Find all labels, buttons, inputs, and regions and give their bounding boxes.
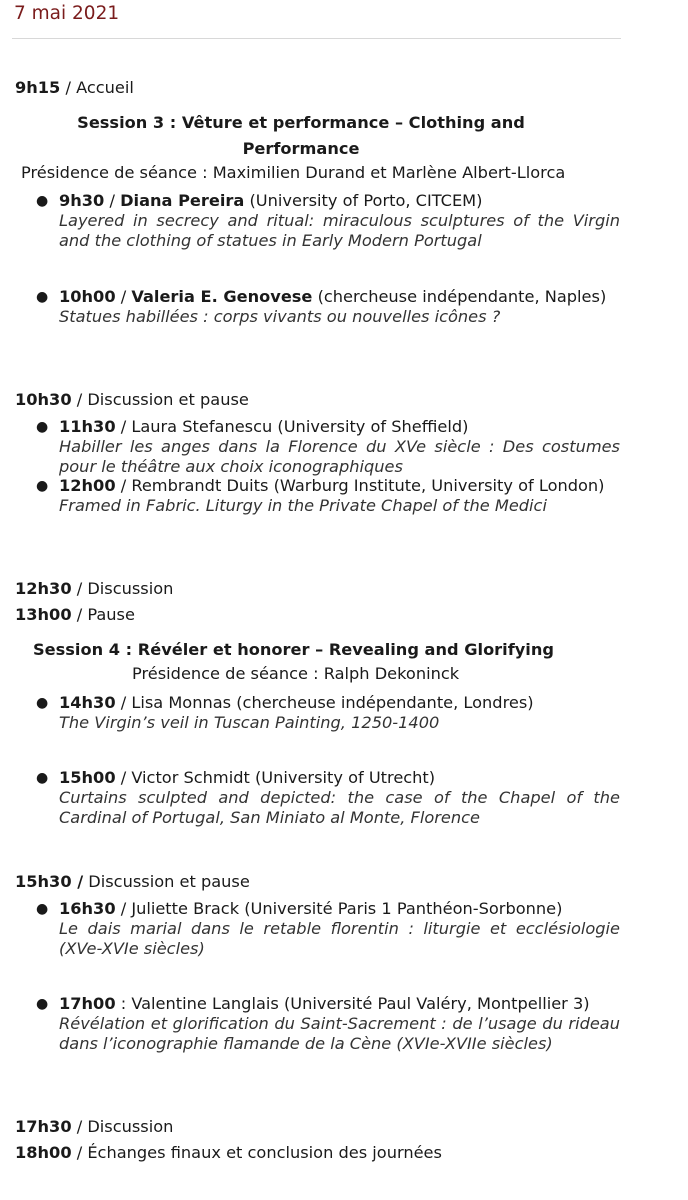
time-label: 9h15 xyxy=(15,78,61,97)
entry-label: / Accueil xyxy=(60,78,134,97)
talk-details: : Valentine Langlais (Université Paul Valéry, Montpellier 3) xyxy=(115,994,590,1013)
entry-label: / Échanges finaux et conclusion des journées xyxy=(71,1143,442,1162)
talk-separator: / xyxy=(104,191,121,210)
talk-title: Révélation et glorification du Saint-Sacrement : de l’usage du rideau dans l’iconographie flamande de la Cène (XVIe-XVIIe siècles) xyxy=(59,1014,620,1053)
talk-affiliation: (chercheuse indépendante, Naples) xyxy=(312,287,607,306)
bullet-icon: ● xyxy=(36,289,49,305)
schedule-break xyxy=(15,390,249,409)
talk-details: / Lisa Monnas (chercheuse indépendante, Londres) xyxy=(115,693,534,712)
entry-label: Discussion et pause xyxy=(83,872,250,891)
schedule-break xyxy=(15,872,250,891)
session-title-line: Performance xyxy=(242,139,360,158)
talk-item xyxy=(36,476,620,516)
bullet-icon: ● xyxy=(36,901,49,917)
talk-time: 12h00 xyxy=(59,476,116,495)
talk-item xyxy=(36,768,620,828)
talk-title: Framed in Fabric. Liturgy in the Private Chapel of the Medici xyxy=(59,496,547,515)
session-3-presidence: Présidence de séance : Maximilien Durand et Marlène Albert-Llorca xyxy=(21,163,566,182)
talk-item xyxy=(36,994,620,1054)
talk-item xyxy=(36,693,620,733)
program-date: 7 mai 2021 xyxy=(14,3,120,24)
talk-time: 17h00 xyxy=(59,994,116,1013)
schedule-discussion xyxy=(15,1117,173,1136)
session-4-presidence: Présidence de séance : Ralph Dekoninck xyxy=(132,664,460,683)
bullet-icon: ● xyxy=(36,193,49,209)
talk-title: The Virgin’s veil in Tuscan Painting, 1250-1400 xyxy=(59,713,440,732)
time-label: 17h30 xyxy=(15,1117,72,1136)
talk-item xyxy=(36,417,620,477)
entry-label: / Pause xyxy=(71,605,135,624)
bullet-icon: ● xyxy=(36,996,49,1012)
session-3-title xyxy=(60,110,542,162)
talk-item xyxy=(36,191,620,251)
time-label: 10h30 xyxy=(15,390,72,409)
bullet-icon: ● xyxy=(36,419,49,435)
bullet-icon: ● xyxy=(36,770,49,786)
talk-details: / Juliette Brack (Université Paris 1 Panthéon-Sorbonne) xyxy=(115,899,563,918)
schedule-discussion xyxy=(15,579,173,598)
talk-time: 16h30 xyxy=(59,899,116,918)
time-label: 13h00 xyxy=(15,605,72,624)
time-label: 15h30 / xyxy=(15,872,84,891)
bullet-icon: ● xyxy=(36,695,49,711)
talk-affiliation: (University of Porto, CITCEM) xyxy=(244,191,483,210)
time-label: 12h30 xyxy=(15,579,72,598)
talk-item xyxy=(36,899,620,959)
time-label: 18h00 xyxy=(15,1143,72,1162)
talk-time: 9h30 xyxy=(59,191,105,210)
talk-details: / Victor Schmidt (University of Utrecht) xyxy=(115,768,436,787)
schedule-closing xyxy=(15,1143,442,1162)
session-title-line: Session 3 : Vêture et performance – Clothing and xyxy=(77,113,525,132)
talk-details: / Laura Stefanescu (University of Sheffield) xyxy=(115,417,469,436)
talk-speaker: Diana Pereira xyxy=(120,191,245,210)
talk-time: 11h30 xyxy=(59,417,116,436)
schedule-accueil xyxy=(15,78,134,97)
talk-speaker: Valeria E. Genovese xyxy=(131,287,313,306)
talk-title: Layered in secrecy and ritual: miraculous sculptures of the Virgin and the clothing of statues in Early Modern Portugal xyxy=(59,211,620,250)
talk-time: 15h00 xyxy=(59,768,116,787)
talk-title: Habiller les anges dans la Florence du XVe siècle : Des costumes pour le théâtre aux choix iconographiques xyxy=(59,437,620,476)
talk-title: Le dais marial dans le retable florentin : liturgie et ecclésiologie (XVe-XVIe siècles) xyxy=(59,919,620,958)
talk-details: / Rembrandt Duits (Warburg Institute, University of London) xyxy=(115,476,605,495)
bullet-icon: ● xyxy=(36,478,49,494)
talk-time: 10h00 xyxy=(59,287,116,306)
talk-item xyxy=(36,287,620,327)
talk-time: 14h30 xyxy=(59,693,116,712)
entry-label: / Discussion xyxy=(71,1117,174,1136)
entry-label: / Discussion xyxy=(71,579,174,598)
talk-title: Curtains sculpted and depicted: the case of the Chapel of the Cardinal of Portugal, San Miniato al Monte, Florence xyxy=(59,788,620,827)
session-4-title: Session 4 : Révéler et honorer – Revealing and Glorifying xyxy=(33,640,554,659)
talk-separator: / xyxy=(115,287,132,306)
schedule-pause xyxy=(15,605,135,624)
talk-title: Statues habillées : corps vivants ou nouvelles icônes ? xyxy=(59,307,501,326)
entry-label: / Discussion et pause xyxy=(71,390,249,409)
divider xyxy=(12,38,621,39)
